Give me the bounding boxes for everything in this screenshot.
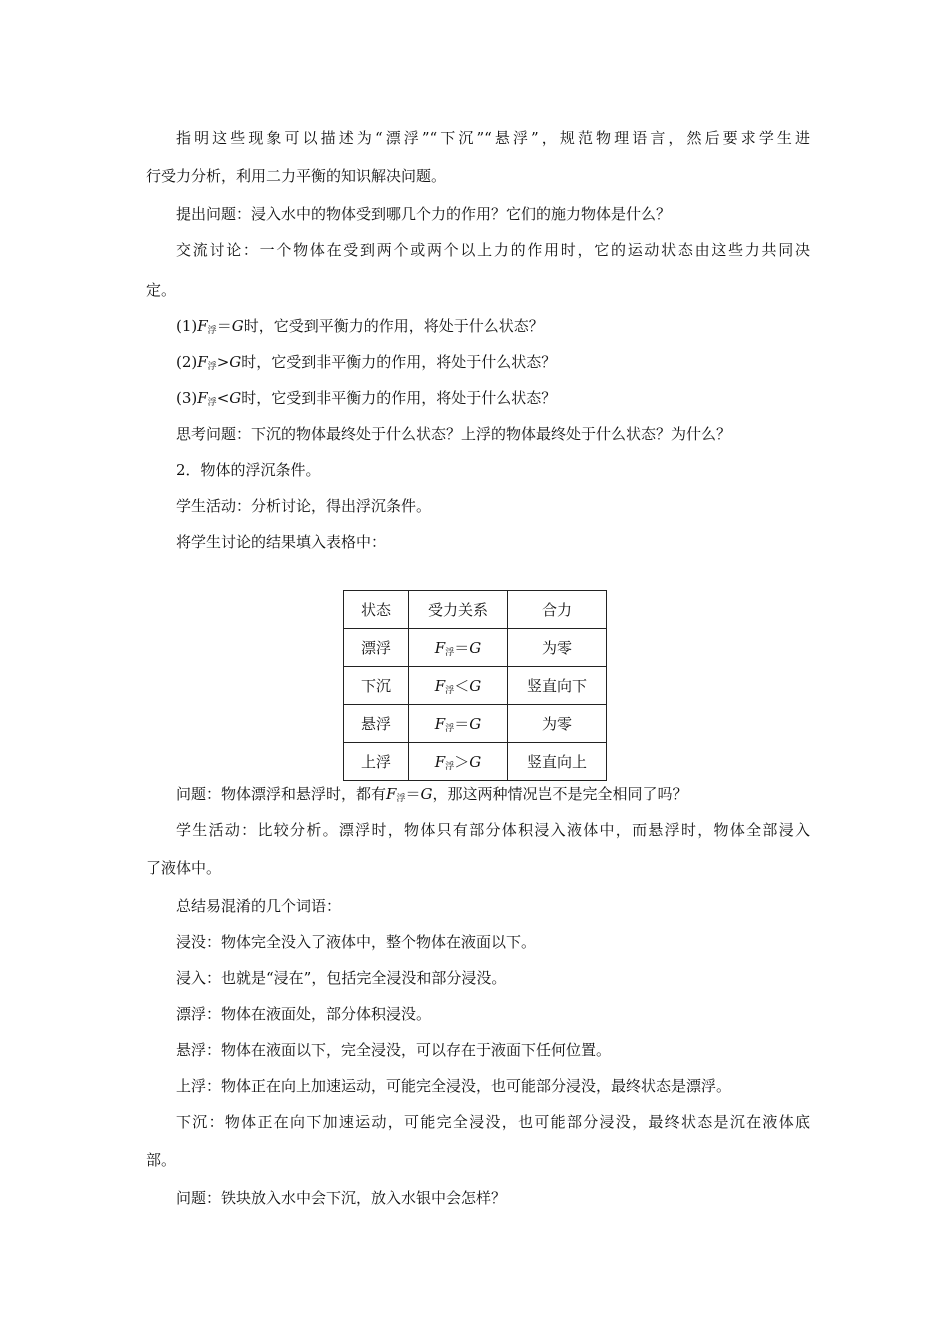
term-rising: 上浮：物体正在向上加速运动，可能完全浸没，也可能部分浸没，最终状态是漂浮。 [176, 1077, 732, 1095]
paragraph-think: 思考问题：下沉的物体最终处于什么状态？上浮的物体最终处于什么状态？为什么？ [176, 425, 732, 443]
paragraph-activity: 学生活动：分析讨论，得出浮沉条件。 [176, 497, 432, 515]
condition-1: $(1)F_浮=G$时，它受到平衡力的作用，将处于什么状态？ [176, 317, 544, 336]
table-cell-net: 为零 [508, 629, 607, 667]
table-cell-state: 漂浮 [344, 629, 409, 667]
table-cell-state: 悬浮 [344, 705, 409, 743]
table-cell-net: 为零 [508, 705, 607, 743]
term-floating: 漂浮：物体在液面处，部分体积浸没。 [176, 1005, 432, 1023]
table-header-cell: 合力 [508, 591, 607, 629]
paragraph-compare-cont: 了液体中。 [146, 859, 222, 877]
paragraph-summary: 总结易混淆的几个词语： [176, 897, 342, 915]
paragraph-compare: 学生活动：比较分析。漂浮时，物体只有部分体积浸入液体中，而悬浮时，物体全部浸入 [176, 821, 810, 839]
paragraph-fill-table: 将学生讨论的结果填入表格中： [176, 533, 387, 551]
term-sinking: 下沉：物体正在向下加速运动，可能完全浸没，也可能部分浸没，最终状态是沉在液体底 [176, 1113, 810, 1131]
table-header-cell: 受力关系 [409, 591, 508, 629]
paragraph-question-3: 问题：铁块放入水中会下沉，放入水银中会怎样？ [176, 1189, 507, 1207]
table-row [344, 629, 607, 667]
term-suspended: 悬浮：物体在液面以下，完全浸没，可以存在于液面下任何位置。 [176, 1041, 612, 1059]
paragraph-question-2: 问题：物体漂浮和悬浮时，都有$F_浮=G$，那这两种情况岂不是完全相同了吗？ [176, 785, 688, 804]
table-cell-net: 竖直向下 [508, 667, 607, 705]
table-cell-relation: $F_浮=G$ [409, 629, 508, 667]
table-header-row [344, 591, 607, 629]
paragraph-discussion-cont: 定。 [146, 281, 177, 299]
conditions-table [343, 590, 607, 781]
term-dipped: 浸入：也就是“浸在”，包括完全浸没和部分浸没。 [176, 969, 507, 987]
paragraph-phenomena-cont: 行受力分析，利用二力平衡的知识解决问题。 [146, 167, 447, 185]
table-cell-relation: $F_浮=G$ [409, 705, 508, 743]
table-cell-relation: $F_浮<G$ [409, 667, 508, 705]
table-row [344, 667, 607, 705]
table-header-cell: 状态 [344, 591, 409, 629]
table-cell-state: 上浮 [344, 743, 409, 781]
condition-2: $(2)F_浮>G$时，它受到非平衡力的作用，将处于什么状态？ [176, 353, 557, 372]
table-cell-relation: $F_浮>G$ [409, 743, 508, 781]
table-row [344, 705, 607, 743]
paragraph-question: 提出问题：浸入水中的物体受到哪几个力的作用？它们的施力物体是什么？ [176, 205, 672, 223]
condition-3: $(3)F_浮<G$时，它受到非平衡力的作用，将处于什么状态？ [176, 389, 557, 408]
table-cell-net: 竖直向上 [508, 743, 607, 781]
table-cell-state: 下沉 [344, 667, 409, 705]
section-heading: 2．物体的浮沉条件。 [176, 461, 321, 479]
term-immersed: 浸没：物体完全没入了液体中，整个物体在液面以下。 [176, 933, 537, 951]
table-row [344, 743, 607, 781]
term-sinking-cont: 部。 [146, 1151, 177, 1169]
paragraph-discussion: 交流讨论：一个物体在受到两个或两个以上力的作用时，它的运动状态由这些力共同决 [176, 241, 810, 259]
paragraph-phenomena: 指明这些现象可以描述为“漂浮”“下沉”“悬浮”，规范物理语言，然后要求学生进 [176, 129, 810, 147]
